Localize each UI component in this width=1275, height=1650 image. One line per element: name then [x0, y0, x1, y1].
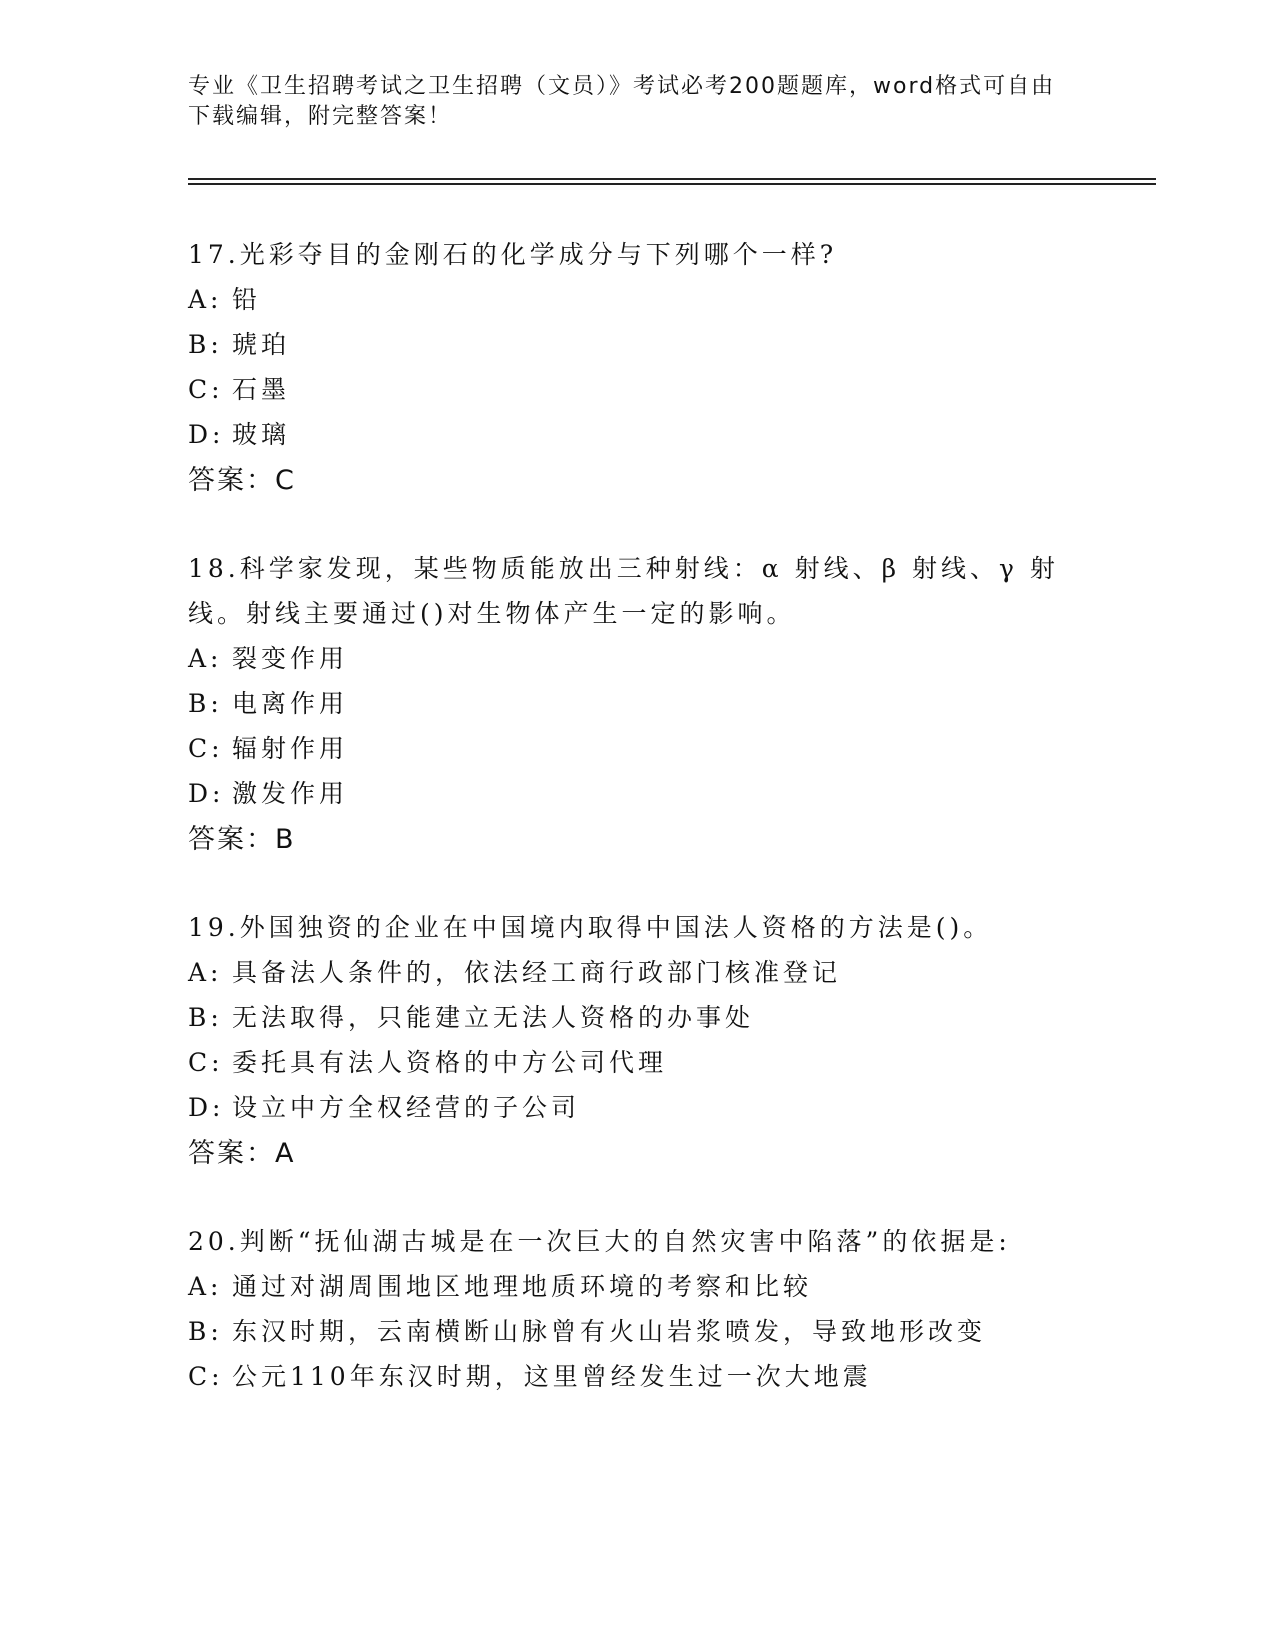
question-stem: 18.科学家发现，某些物质能放出三种射线：α 射线、β 射线、γ 射线。射线主要通过()对生物体产生一定的影响。 — [188, 554, 1059, 628]
header-divider-bottom — [188, 183, 1156, 185]
option-key: B: — [188, 689, 223, 718]
question-18 — [188, 546, 1088, 863]
option-a — [188, 950, 1088, 995]
option-b — [188, 681, 1088, 726]
question-stem: 19.外国独资的企业在中国境内取得中国法人资格的方法是()。 — [188, 913, 993, 942]
option-text: 石墨 — [232, 375, 291, 404]
option-a — [188, 1264, 1088, 1309]
answer-line: 答案：B — [188, 824, 296, 855]
option-key: D: — [188, 420, 225, 449]
option-text: 琥珀 — [232, 330, 291, 359]
option-key: B: — [188, 1317, 223, 1346]
option-text: 东汉时期，云南横断山脉曾有火山岩浆喷发，导致地形改变 — [232, 1317, 987, 1346]
option-text: 激发作用 — [232, 779, 349, 808]
option-key: D: — [188, 779, 225, 808]
option-key: C: — [188, 734, 224, 763]
option-c — [188, 726, 1088, 771]
option-a — [188, 636, 1088, 681]
option-key: D: — [188, 1093, 225, 1122]
option-text: 电离作用 — [232, 689, 349, 718]
option-c — [188, 1354, 1088, 1399]
option-b — [188, 1309, 1088, 1354]
option-d — [188, 1085, 1088, 1130]
answer-line: 答案：C — [188, 465, 296, 496]
option-text: 无法取得，只能建立无法人资格的办事处 — [232, 1003, 755, 1032]
option-text: 委托具有法人资格的中方公司代理 — [232, 1048, 668, 1077]
header-divider-top — [188, 178, 1156, 180]
option-a — [188, 277, 1088, 322]
question-19 — [188, 905, 1088, 1177]
option-key: A: — [188, 285, 223, 314]
option-text: 玻璃 — [232, 420, 291, 449]
option-c — [188, 367, 1088, 412]
question-list — [188, 232, 1088, 1441]
question-17 — [188, 232, 1088, 504]
option-text: 裂变作用 — [232, 644, 349, 673]
option-key: A: — [188, 958, 223, 987]
option-key: C: — [188, 375, 224, 404]
option-b — [188, 322, 1088, 367]
document-intro: 专业《卫生招聘考试之卫生招聘（文员）》考试必考200题题库，word格式可自由下载编辑，附完整答案！ — [188, 74, 1056, 129]
option-key: B: — [188, 330, 223, 359]
option-key: C: — [188, 1048, 224, 1077]
option-text: 辐射作用 — [232, 734, 349, 763]
question-stem: 17.光彩夺目的金刚石的化学成分与下列哪个一样? — [188, 240, 838, 269]
option-text: 铅 — [232, 285, 262, 314]
option-key: C: — [188, 1362, 224, 1391]
option-text: 公元110年东汉时期，这里曾经发生过一次大地震 — [232, 1362, 872, 1391]
option-text: 设立中方全权经营的子公司 — [232, 1093, 581, 1122]
option-text: 具备法人条件的，依法经工商行政部门核准登记 — [232, 958, 842, 987]
question-20 — [188, 1219, 1088, 1399]
question-stem: 20.判断“抚仙湖古城是在一次巨大的自然灾害中陷落”的依据是: — [188, 1227, 1011, 1256]
option-d — [188, 771, 1088, 816]
option-b — [188, 995, 1088, 1040]
option-key: A: — [188, 1272, 223, 1301]
option-key: B: — [188, 1003, 223, 1032]
option-key: A: — [188, 644, 223, 673]
option-text: 通过对湖周围地区地理地质环境的考察和比较 — [232, 1272, 813, 1301]
option-d — [188, 412, 1088, 457]
answer-line: 答案：A — [188, 1138, 296, 1169]
option-c — [188, 1040, 1088, 1085]
